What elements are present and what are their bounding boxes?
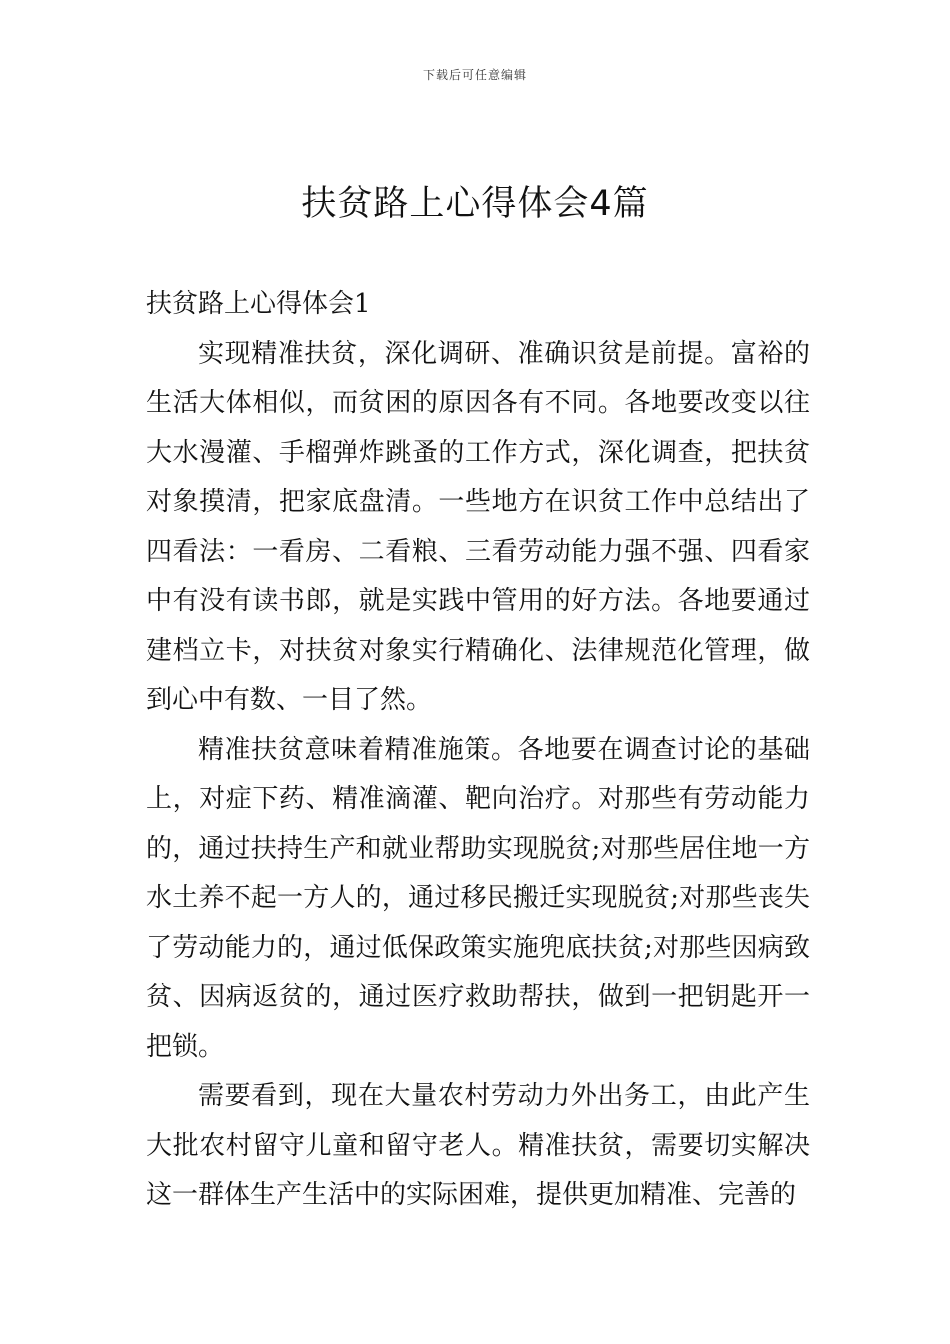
- document-title: 扶贫路上心得体会4篇: [301, 184, 649, 224]
- paragraph: 需要看到，现在大量农村劳动力外出务工，由此产生大批农村留守儿童和留守老人。精准扶贫，需要切实解决这一群体生产生活中的实际困难，提供更加精准、完善的: [146, 1081, 810, 1210]
- paragraph: 实现精准扶贫，深化调研、准确识贫是前提。富裕的生活大体相似，而贫困的原因各有不同。各地要改变以往大水漫灌、手榴弹炸跳蚤的工作方式，深化调查，把扶贫对象摸清，把家底盘清。一些地方在识贫工作中总结出了四看法：一看房、二看粮、三看劳动能力强不强、四看家中有没有读书郎，就是实践中管用的好方法。各地要通过建档立卡，对扶贫对象实行精确化、法律规范化管理，做到心中有数、一目了然。: [146, 338, 810, 715]
- header-note: 下载后可任意编辑: [422, 68, 527, 82]
- paragraph: 精准扶贫意味着精准施策。各地要在调查讨论的基础上，对症下药、精准滴灌、靶向治疗。对那些有劳动能力的，通过扶持生产和就业帮助实现脱贫;对那些居住地一方水土养不起一方人的，通过移民搬迁实现脱贫;对那些丧失了劳动能力的，通过低保政策实施兜底扶贫;对那些因病致贫、因病返贫的，通过医疗救助帮扶，做到一把钥匙开一把锁。: [146, 734, 810, 1062]
- section-heading: 扶贫路上心得体会1: [146, 289, 371, 319]
- document-body: [146, 280, 810, 1221]
